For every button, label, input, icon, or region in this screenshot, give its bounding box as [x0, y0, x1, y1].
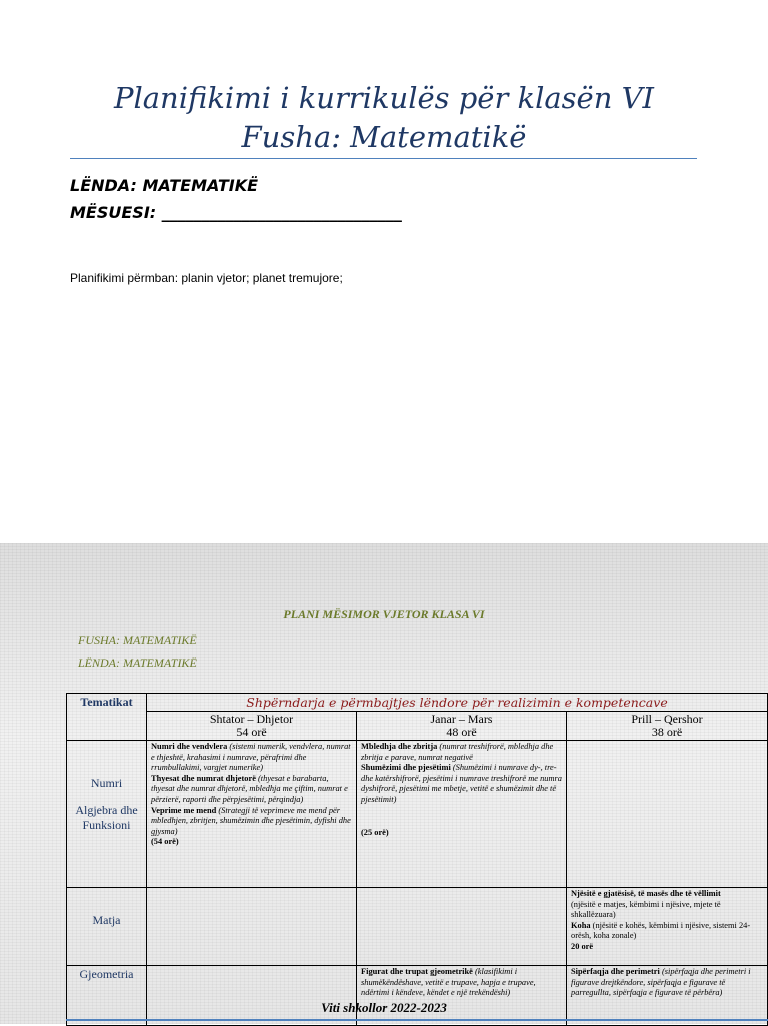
topic-title: Mbledhja dhe zbritja — [361, 742, 438, 751]
topic-title: Sipërfaqja dhe perimetri — [571, 967, 660, 976]
theme-numbers-algebra — [67, 741, 147, 888]
term-header-2 — [357, 712, 567, 741]
theme-algebra: Algjebra dhe Funksioni — [75, 803, 138, 832]
topic-hours: (25 orë) — [361, 827, 389, 837]
topic-details: (Shumëzimi i numrave dy-, tre- dhe katërshifrorë, pjesëtimi i numrave treshifrorë me numra dyshifrorë, pjesëtimi me mbetje, vetitë e shumëzimit dhe të pjesëtimit) — [361, 763, 562, 804]
term-name: Janar – Mars — [430, 712, 493, 726]
theme-measurement — [67, 888, 147, 966]
theme-number: Numri — [90, 776, 123, 790]
document-title: Planifikimi i kurrikulës për klasën VI — [113, 81, 655, 115]
topic-details: (Strategji të veprimeve me mend për mbledhjen, zbritjen, shumëzimin dhe pjesëtimin, dyfishi dhe gjysma) — [151, 805, 351, 836]
plan-subject-label: LËNDA: MATEMATIKË — [78, 656, 197, 670]
term-name: Prill – Qershor — [631, 712, 703, 726]
table-row-measurement — [67, 888, 768, 966]
cell-measurement-term3 — [567, 888, 768, 966]
term-header-1 — [147, 712, 357, 741]
topic-title: Numri dhe vendvlera — [151, 742, 228, 751]
term-hours: 48 orë — [446, 725, 477, 739]
topic-title: Njësitë e gjatësisë, të masës dhe të vëllimit — [571, 889, 721, 898]
topic-hours: 20 orë — [571, 941, 594, 951]
cell-geometry-term2 — [357, 966, 567, 1026]
school-year-footer: Viti shkollor 2022-2023 — [321, 1000, 447, 1015]
topic-title: Figurat dhe trupat gjeometrikë — [361, 967, 473, 976]
plan-contents-note: Planifikimi përmban: planin vjetor; planet tremujore; — [70, 271, 343, 285]
topic-hours: (54 orë) — [151, 837, 179, 847]
annual-plan-table — [66, 693, 768, 1026]
topic-details: (klasifikimi i shumëkëndëshave, vetitë e trupave, hapja e trupave, ndërtimi i këndeve, këndet e një trekëndëshi) — [361, 967, 536, 998]
term-hours: 54 orë — [236, 725, 267, 739]
topic-details: (sipërfaqja dhe perimetri i figurave drejtkëndore, sipërfaqja e figurave të parregullta, sipërfaqja e figurave të përbëra) — [571, 967, 751, 998]
terms-header-row — [67, 712, 768, 741]
cell-geometry-term3 — [567, 966, 768, 1026]
cell-measurement-term1 — [147, 888, 357, 966]
topic-details: (njësitë e kohës, këmbimi i njësive, sistemi 24-orësh, koha zonale) — [571, 920, 751, 941]
table-row-numbers — [67, 741, 768, 888]
cell-numbers-term3 — [567, 741, 768, 888]
topic-title: Koha — [571, 920, 591, 930]
theme-label: Gjeometria — [79, 967, 134, 981]
footer-divider — [66, 1019, 768, 1021]
distribution-header: Shpërndarja e përmbajtjes lëndore për realizimin e kompetencave — [147, 694, 768, 712]
topic-title: Thyesat dhe numrat dhjetorë — [151, 773, 256, 783]
term-name: Shtator – Dhjetor — [209, 712, 294, 726]
document-subtitle: Fusha: Matematikë — [241, 120, 527, 154]
topic-title: Shumëzimi dhe pjesëtimi — [361, 763, 451, 773]
cell-numbers-term1 — [147, 741, 357, 888]
term-header-3 — [567, 712, 768, 741]
topic-details: (njësitë e matjes, këmbimi i njësive, mjete të shkallëzuara) — [571, 899, 721, 920]
topic-details: (numrat treshifrorë, mbledhja dhe zbritja e parave, numrat negativë — [361, 742, 554, 762]
topic-title: Veprime me mend — [151, 805, 217, 815]
title-divider — [70, 158, 697, 159]
table-header-row — [67, 694, 768, 712]
theme-geometry — [67, 966, 147, 1026]
annual-plan-title: PLANI MËSIMOR VJETOR KLASA VI — [283, 607, 485, 621]
teacher-label: MËSUESI: ______________________________ — [70, 203, 402, 222]
cell-geometry-term1 — [147, 966, 357, 1026]
cell-measurement-term2 — [357, 888, 567, 966]
theme-label: Matja — [92, 913, 121, 927]
subject-label: LËNDA: MATEMATIKË — [70, 176, 259, 195]
themes-header: Tematikat — [67, 694, 147, 741]
topic-details: (sistemi numerik, vendvlera, numrat e thjeshtë, krahasimi i numrave, përafrimi dhe rrumbullakimi, vargjet numerike) — [151, 742, 351, 773]
table-row-geometry — [67, 966, 768, 1026]
cell-numbers-term2 — [357, 741, 567, 888]
term-hours: 38 orë — [651, 725, 683, 739]
plan-field-label: FUSHA: MATEMATIKË — [78, 633, 197, 647]
topic-details: (thyesat e barabarta, thyesat dhe numrat dhjetorë, mbledhja me çiftim, numrat e përzierë, raporti dhe përpjesëtimi, përqindja) — [151, 773, 348, 804]
